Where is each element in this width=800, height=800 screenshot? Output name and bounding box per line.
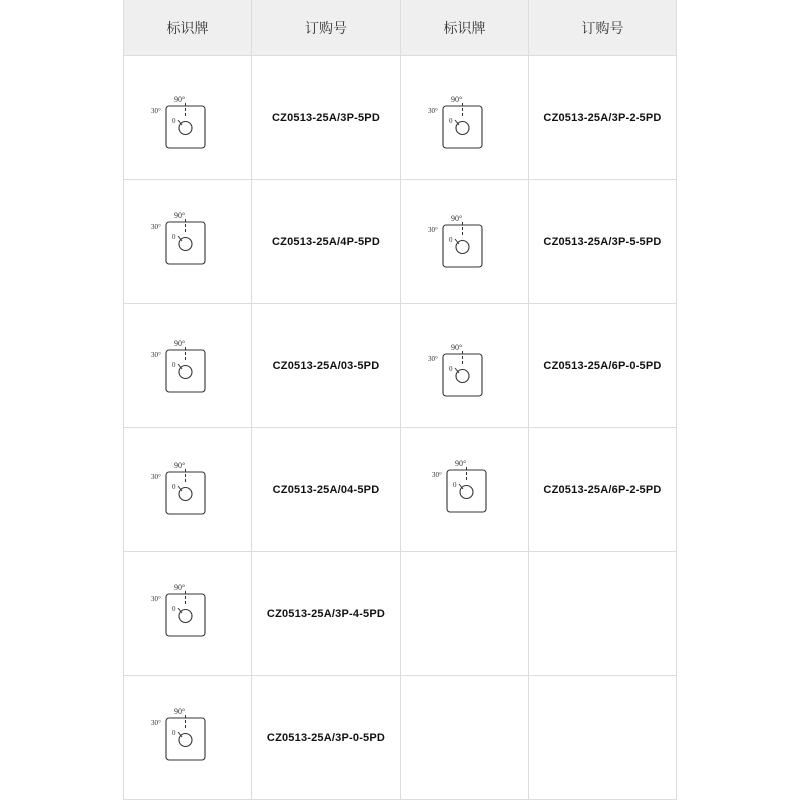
plate-frame [443,106,482,148]
plate-cell [401,180,529,304]
plate-cell [124,304,252,428]
plate-label-30: 30° [151,107,161,115]
plate-label-30: 30° [432,471,442,479]
switch-plate-icon [148,208,208,272]
plate-label-0: 0 [449,117,453,125]
plate-knob [456,241,469,254]
switch-plate-icon [148,704,208,768]
empty-cell [401,676,529,800]
switch-plate-icon [148,580,208,644]
plate-label-0: 0 [172,483,176,491]
plate-label-30: 30° [428,355,438,363]
plate-cell [401,56,529,180]
plate-cell [124,180,252,304]
plate-knob [179,238,192,251]
order-code: CZ0513-25A/03-5PD [252,304,401,428]
plate-label-0: 0 [449,236,453,244]
order-code: CZ0513-25A/3P-5PD [252,56,401,180]
plate-knob [456,370,469,383]
order-code: CZ0513-25A/3P-2-5PD [529,56,677,180]
order-code: CZ0513-25A/6P-2-5PD [529,428,677,552]
switch-plate-icon [429,456,489,520]
plate-label-30: 30° [151,351,161,359]
header-code-2: 订购号 [529,0,677,56]
plate-label-30: 30° [428,107,438,115]
plate-label-0: 0 [172,361,176,369]
plate-cell [124,56,252,180]
plate-frame [166,222,205,264]
plate-frame [166,718,205,760]
plate-label-0: 0 [172,605,176,613]
plate-knob [460,486,473,499]
order-code: CZ0513-25A/6P-0-5PD [529,304,677,428]
plate-label-0: 0 [172,117,176,125]
switch-plate-icon [148,458,208,522]
plate-label-30: 30° [151,719,161,727]
plate-label-0: 0 [172,729,176,737]
plate-label-90: 90° [174,211,186,220]
switch-plate-icon [425,211,485,275]
switch-plate-icon [148,92,208,156]
empty-cell [401,552,529,676]
plate-knob [179,488,192,501]
plate-label-0: 0 [449,365,453,373]
plate-label-90: 90° [174,339,186,348]
plate-frame [166,106,205,148]
plate-frame [443,354,482,396]
plate-cell [124,676,252,800]
plate-knob [179,610,192,623]
plate-frame [166,350,205,392]
plate-knob [456,122,469,135]
plate-cell [124,552,252,676]
plate-label-0: 0 [172,233,176,241]
plate-label-0: 0 [453,481,457,489]
plate-label-30: 30° [151,223,161,231]
order-code: CZ0513-25A/4P-5PD [252,180,401,304]
plate-cell [401,304,529,428]
plate-label-90: 90° [174,461,186,470]
empty-cell [529,552,677,676]
switch-plate-icon [425,92,485,156]
plate-knob [179,734,192,747]
plate-frame [166,594,205,636]
plate-label-90: 90° [451,214,463,223]
header-plate-2: 标识牌 [401,0,529,56]
plate-label-30: 30° [428,226,438,234]
header-code-1: 订购号 [252,0,401,56]
plate-label-90: 90° [451,343,463,352]
plate-label-90: 90° [455,459,467,468]
plate-cell [124,428,252,552]
plate-knob [179,366,192,379]
product-table [123,0,676,800]
plate-label-30: 30° [151,473,161,481]
switch-plate-icon [148,336,208,400]
switch-plate-icon [425,340,485,404]
empty-cell [529,676,677,800]
order-code: CZ0513-25A/3P-0-5PD [252,676,401,800]
plate-label-90: 90° [174,707,186,716]
plate-cell [401,428,529,552]
order-code: CZ0513-25A/04-5PD [252,428,401,552]
plate-label-90: 90° [174,583,186,592]
plate-label-30: 30° [151,595,161,603]
plate-frame [443,225,482,267]
plate-label-90: 90° [451,95,463,104]
plate-knob [179,122,192,135]
plate-frame [447,470,486,512]
order-code: CZ0513-25A/3P-5-5PD [529,180,677,304]
plate-frame [166,472,205,514]
header-plate-1: 标识牌 [124,0,252,56]
plate-label-90: 90° [174,95,186,104]
order-code: CZ0513-25A/3P-4-5PD [252,552,401,676]
